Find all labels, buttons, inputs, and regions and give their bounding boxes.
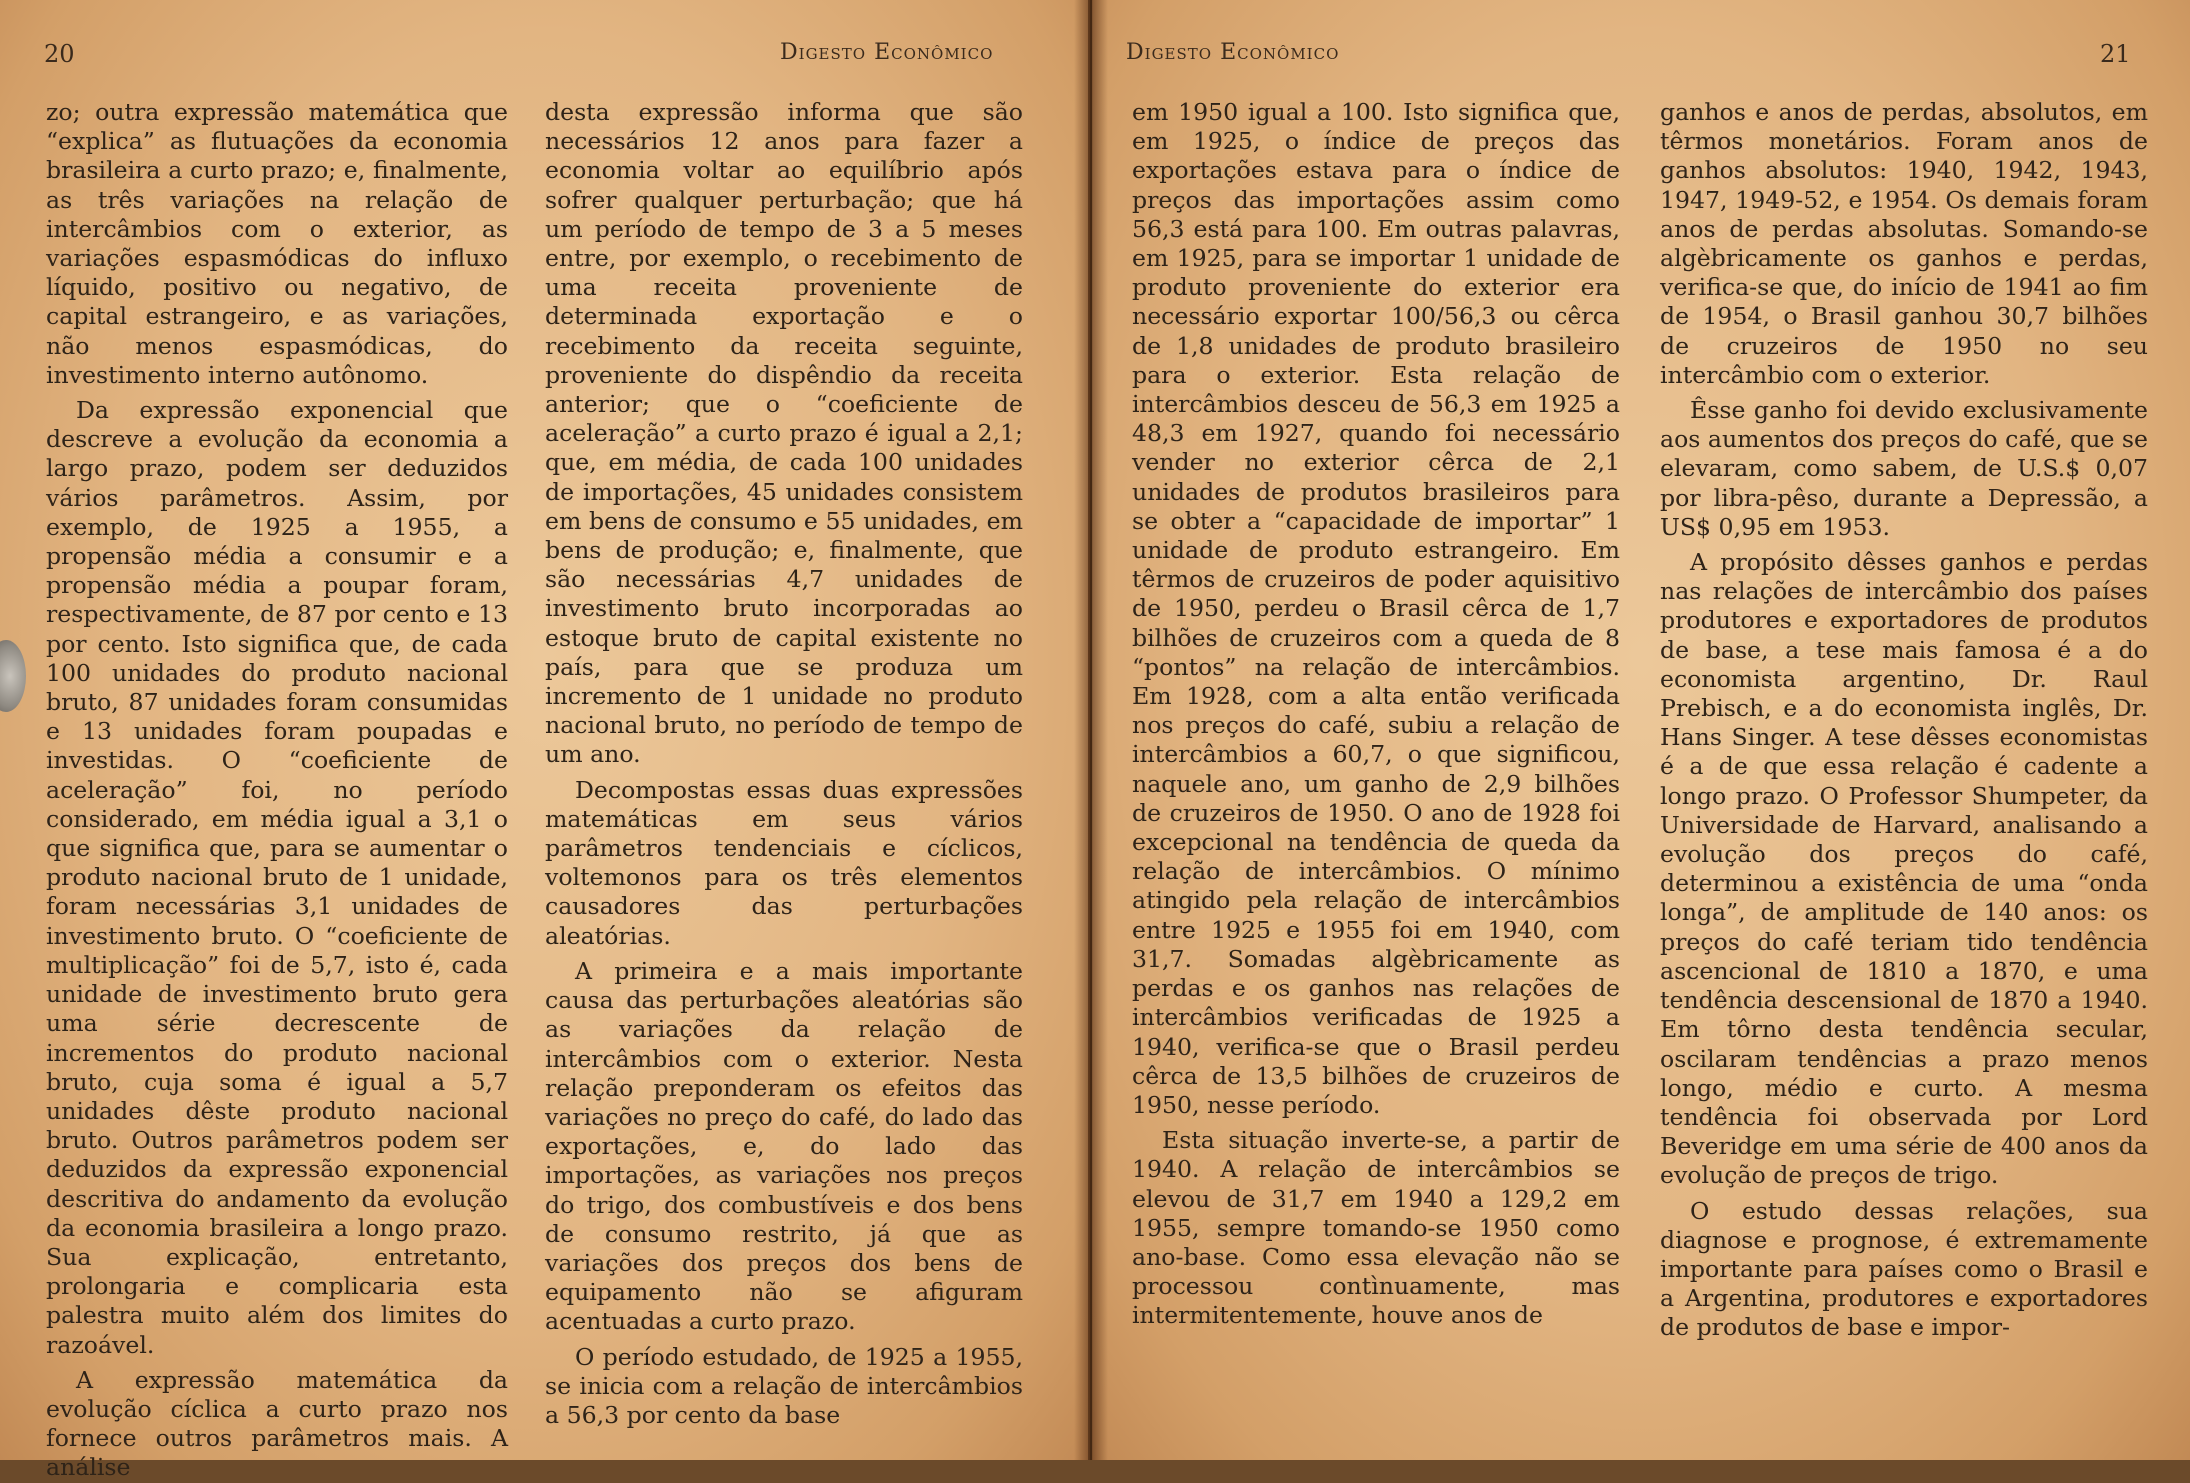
paragraph: em 1950 igual a 100. Isto significa que, em 1925, o índice de preços das exportações estava para o índice de preços das importações assim como 56,3 está para 100. Em outras palavras, em 1925, para se importar 1 unidade de produto proveniente do exterior era necessário exportar 100/56,3 ou cêrca de 1,8 unidades de produto brasileiro para o exterior. Esta relação de intercâmbios desceu de 56,3 em 1925 a 48,3 em 1927, quando foi necessário vender no exterior cêrca de 2,1 unidades de produtos brasileiros para se obter a “capacidade de importar” 1 unidade de produto estrangeiro. Em têrmos de cruzeiros de poder aquisitivo de 1950, perdeu o Brasil cêrca de 1,7 bilhões de cruzeiros com a queda de 8 “pontos” na relação de intercâmbios. Em 1928, com a alta então verificada nos preços do café, subiu a relação de intercâmbios a 60,7, o que significou, naquele ano, um ganho de 2,9 bilhões de cruzeiros de 1950. O ano de 1928 foi excepcional na tendência de queda da relação de intercâmbios. O mínimo atingido pela relação de intercâmbios entre 1925 e 1955 foi em 1940, com 31,7. Somadas algèbricamente as perdas e os ganhos nas relações de intercâmbios verificadas de 1925 a 1940, verifica-se que o Brasil perdeu cêrca de 13,5 bilhões de cruzeiros de 1950, nesse período. [1132, 98, 1620, 1119]
page-number: 21 [2100, 40, 2131, 68]
paragraph: A primeira e a mais importante causa das perturbações aleatórias são as variações da relação de intercâmbios com o exterior. Nesta relação preponderam os efeitos das variações no preço do café, do lado das exportações, e, do lado das importações, as variações nos preços do trigo, dos combustíveis e dos bens de consumo restrito, já que as variações dos preços dos bens de equipamento não se afiguram acentuadas a curto prazo. [545, 956, 1023, 1336]
paragraph: O estudo dessas relações, sua diagnose e prognose, é extremamente importante para países como o Brasil e a Argentina, produtores e exportadores de produtos de base e impor- [1660, 1196, 2148, 1342]
paragraph: Esta situação inverte-se, a partir de 1940. A relação de intercâmbios se elevou de 31,7 em 1940 a 129,2 em 1955, sempre tomando-se 1950 como ano-base. Como essa elevação não se processou contìnuamente, mas intermitentemente, houve anos de [1132, 1126, 1620, 1330]
paragraph: A expressão matemática da evolução cíclica a curto prazo nos fornece outros parâmetros mais. A análise [46, 1365, 508, 1482]
paragraph: zo; outra expressão matemática que “explica” as flutuações da economia brasileira a curto prazo; e, finalmente, as três variações na relação de intercâmbios com o exterior, as variações espasmódicas do influxo líquido, positivo ou negativo, de capital estrangeiro, e as variações, não menos espasmódicas, do investimento interno autônomo. [46, 98, 508, 389]
paragraph: Decompostas essas duas expressões matemáticas em seus vários parâmetros tendenciais e cíclicos, voltemonos para os três elementos causadores das perturbações aleatórias. [545, 775, 1023, 950]
right-page [1092, 0, 2190, 1460]
binder-ring [0, 640, 26, 712]
running-head: Digesto Econômico [1126, 40, 1340, 65]
left-page [0, 0, 1088, 1482]
page-number: 20 [44, 40, 75, 68]
paragraph: ganhos e anos de perdas, absolutos, em têrmos monetários. Foram anos de ganhos absolutos: 1940, 1942, 1943, 1947, 1949-52, e 1954. Os demais foram anos de perdas absolutas. Somando-se algèbricamente os ganhos e perdas, verifica-se que, do início de 1941 ao fim de 1954, o Brasil ganhou 30,7 bilhões de cruzeiros de 1950 no seu intercâmbio com o exterior. [1660, 98, 2148, 389]
paragraph: Da expressão exponencial que descreve a evolução da economia a largo prazo, podem ser deduzidos vários parâmetros. Assim, por exemplo, de 1925 a 1955, a propensão média a consumir e a propensão média a poupar foram, respectivamente, de 87 por cento e 13 por cento. Isto significa que, de cada 100 unidades do produto nacional bruto, 87 unidades foram consumidas e 13 unidades foram poupadas e investidas. O “coeficiente de aceleração” foi, no período considerado, em média igual a 3,1 o que significa que, para se aumentar o produto nacional bruto de 1 unidade, foram necessárias 3,1 unidades de investimento bruto. O “coeficiente de multiplicação” foi de 5,7, isto é, cada unidade de investimento bruto gera uma série decrescente de incrementos do produto nacional bruto, cuja soma é igual a 5,7 unidades dêste produto nacional bruto. Outros parâmetros podem ser deduzidos da expressão exponencial descritiva do andamento da evolução da economia brasileira a longo prazo. Sua explicação, entretanto, prolongaria e complicaria esta palestra muito além dos limites do razoável. [46, 396, 508, 1359]
paragraph: O período estudado, de 1925 a 1955, se inicia com a relação de intercâmbios a 56,3 por cento da base [545, 1342, 1023, 1429]
paragraph: A propósito dêsses ganhos e perdas nas relações de intercâmbio dos países produtores e exportadores de produtos de base, a tese mais famosa é a do economista argentino, Dr. Raul Prebisch, e a do economista inglês, Dr. Hans Singer. A tese dêsses economistas é a de que essa relação é cadente a longo prazo. O Professor Shumpeter, da Universidade de Harvard, analisando a evolução dos preços do café, determinou a existência de uma “onda longa”, de amplitude de 140 anos: os preços do café teriam tido tendência ascencional de 1810 a 1870, e uma tendência descensional de 1870 a 1940. Em tôrno desta tendência secular, oscilaram tendências a prazo menos longo, médio e curto. A mesma tendência foi observada por Lord Beveridge em uma série de 400 anos da evolução de preços de trigo. [1660, 548, 2148, 1190]
right-column-2 [1660, 98, 2148, 1343]
left-column-2 [545, 98, 1023, 1430]
right-column-1 [1132, 98, 1620, 1331]
running-head: Digesto Econômico [780, 40, 994, 65]
paragraph: Êsse ganho foi devido exclusivamente aos aumentos dos preços do café, que se elevaram, como sabem, de U.S.$ 0,07 por libra-pêso, durante a Depressão, a US$ 0,95 em 1953. [1660, 396, 2148, 541]
book-gutter [1074, 0, 1108, 1460]
paragraph: desta expressão informa que são necessários 12 anos para fazer a economia voltar ao equilíbrio após sofrer qualquer perturbação; que há um período de tempo de 3 a 5 meses entre, por exemplo, o recebimento de uma receita proveniente de determinada exportação e o recebimento da receita seguinte, proveniente do dispêndio da receita anterior; que o “coeficiente de aceleração” a curto prazo é igual a 2,1; que, em média, de cada 100 unidades de importações, 45 unidades consistem em bens de consumo e 55 unidades, em bens de produção; e, finalmente, que são necessárias 4,7 unidades de investimento bruto incorporadas ao estoque bruto de capital existente no país, para que se produza um incremento de 1 unidade no produto nacional bruto, no período de tempo de um ano. [545, 98, 1023, 769]
left-column-1 [46, 98, 508, 1483]
